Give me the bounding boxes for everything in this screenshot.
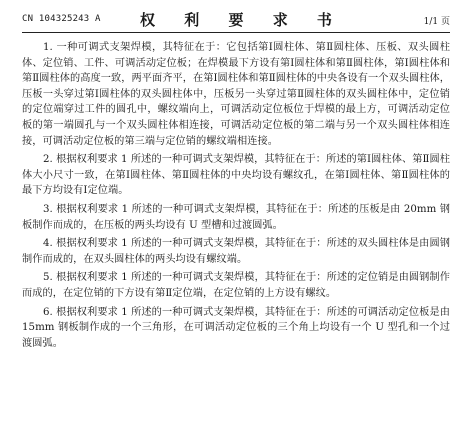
document-title: 权 利 要 求 书 <box>140 11 344 29</box>
page-number: 1/1 页 <box>423 17 450 27</box>
claim-4: 4. 根据权利要求 1 所述的一种可调式支架焊模，其特征在于：所述的双头圆柱体是由圆钢制作而成的，在双头圆柱体的两头均设有螺纹端。 <box>22 238 450 265</box>
claims-body <box>22 40 450 354</box>
claim-3: 3. 根据权利要求 1 所述的一种可调式支架焊模，其特征在于：所述的压板是由 20mm 钢板制作而成的，在压板的两头均设有 U 型槽和过渡圆弧。 <box>22 203 450 231</box>
claim-1: 1. 一种可调式支架焊模，其特征在于：它包括第Ⅰ圆柱体、第Ⅱ圆柱体、压板、双头圆柱体、定位销、工件、可调活动定位板；在焊模最下方设有第Ⅰ圆柱体和第Ⅱ圆柱体，第Ⅰ圆柱体和第Ⅱ圆柱体的高度一致，两平面齐平，在第Ⅰ圆柱体和第Ⅱ圆柱体的中央各设有一个双头圆柱体，压板一头穿过第Ⅰ圆柱体的双头圆柱体中，压板另一头穿过第Ⅱ圆柱体的双头圆柱体中，定位销的定位端穿过工件的圆孔中，螺纹端向上，可调活动定位板位于焊模的最上方，可调活动定位板的第一端圆孔与一个双头圆柱体相连接，可调活动定位板的第二端与另一个双头圆柱体相连接，可调活动定位板的第三端与定位销的螺纹端相连接。 <box>22 42 450 147</box>
claim-6: 6. 根据权利要求 1 所述的一种可调式支架焊模，其特征在于：所述的可调活动定位板是由 15mm 钢板制作成的一个三角形，在可调活动定位板的三个角上均设有一个 U 型孔和一个过渡圆弧。 <box>22 306 450 349</box>
claim-5: 5. 根据权利要求 1 所述的一种可调式支架焊模，其特征在于：所述的定位销是由圆钢制作而成的，在定位销的下方设有第Ⅱ定位端，在定位销的上方设有螺纹。 <box>22 272 450 299</box>
publication-number: CN 104325243 A <box>22 14 101 24</box>
header-rule <box>22 32 450 33</box>
claim-2: 2. 根据权利要求 1 所述的一种可调式支架焊模，其特征在于：所述的第Ⅰ圆柱体、第Ⅱ圆柱体大小尺寸一致，在第Ⅰ圆柱体、第Ⅱ圆柱体的中央均设有螺纹孔，在第Ⅰ圆柱体、第Ⅱ圆柱体的最下方均设有Ⅰ定位端。 <box>22 154 450 197</box>
page-header <box>22 9 450 31</box>
